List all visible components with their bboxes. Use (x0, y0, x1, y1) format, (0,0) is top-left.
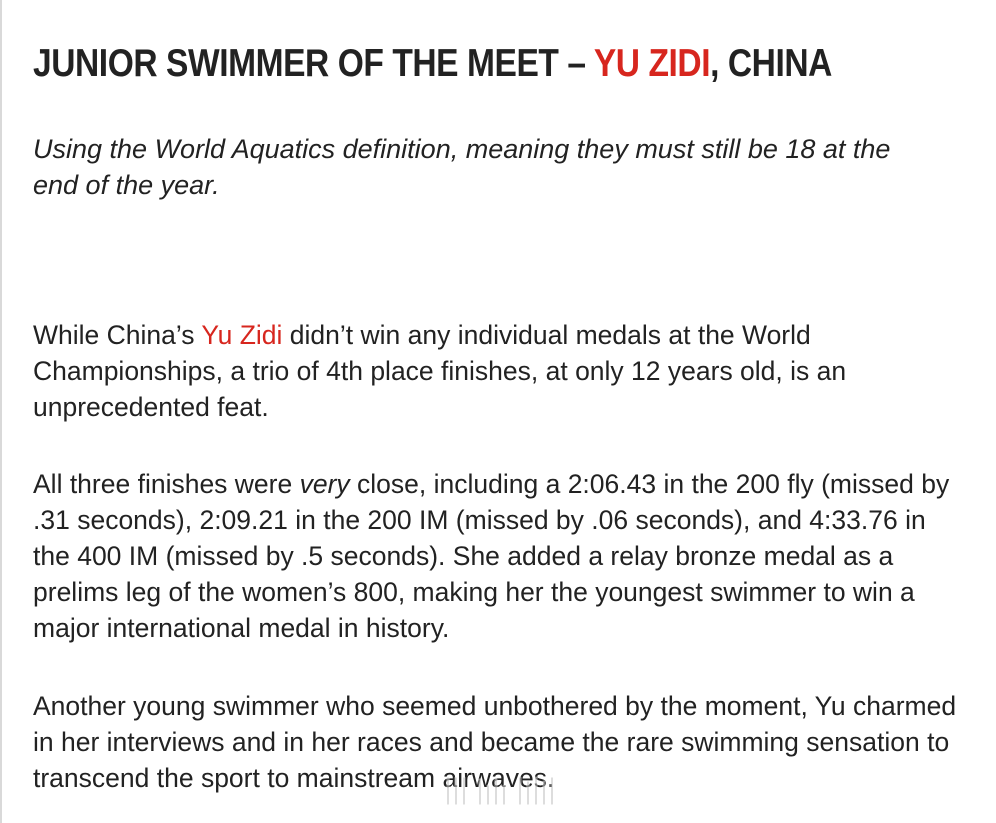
headline-country: , CHINA (710, 42, 832, 85)
headline-prefix: JUNIOR SWIMMER OF THE MEET – (33, 42, 594, 85)
paragraph-2-emphasis: very (299, 469, 350, 499)
article-headline (33, 38, 832, 90)
paragraph-1-after: didn’t win any individual medals at the World Championships, a trio of 4th place finishes, at only 12 years old, is an unprecedented feat. (33, 320, 847, 422)
watermark-logo-icon (440, 768, 570, 812)
paragraph-2-after: close, including a 2:06.43 in the 200 fly (missed by .31 seconds), 2:09.21 in the 200 IM (missed by .06 seconds), and 4:33.76 in the 400 IM (missed by .5 seconds). She added a relay bronze medal as a prelims leg of the women’s 800, making her the youngest swimmer to win a major international medal in history. (33, 469, 950, 643)
article-subtitle: Using the World Aquatics definition, meaning they must still be 18 at the end of the year. (33, 134, 891, 200)
paragraph-2 (33, 466, 968, 646)
paragraph-3: Another young swimmer who seemed unbothered by the moment, Yu charmed in her interviews and in her races and became the rare swimming sensation to transcend the sport to mainstream airwaves. (33, 691, 957, 793)
paragraph-1-swimmer-name: Yu Zidi (201, 320, 283, 350)
headline-swimmer-name: YU ZIDI (593, 42, 711, 85)
paragraph-1-before: While China’s (33, 320, 202, 350)
left-border-rule (0, 0, 2, 823)
paragraph-1 (33, 317, 968, 425)
paragraph-2-before: All three finishes were (33, 469, 300, 499)
